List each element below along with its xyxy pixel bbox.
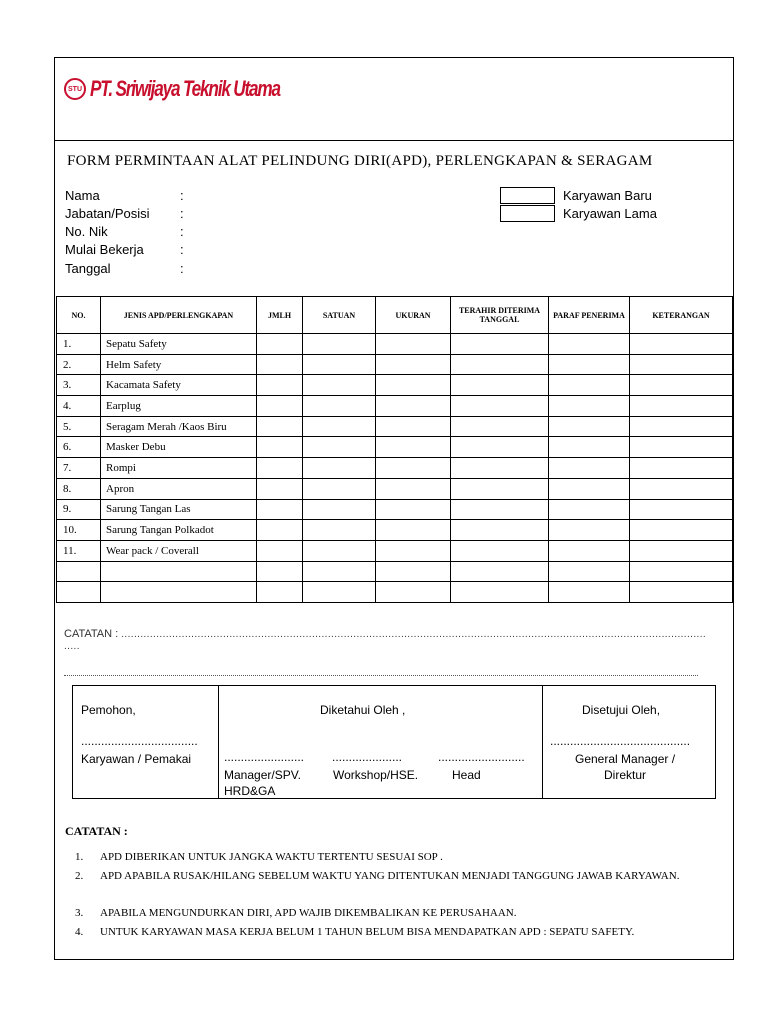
gm-role: General Manager /: [575, 752, 676, 766]
direktur-role: Direktur: [604, 768, 647, 782]
field-label-mulai-bekerja: Mulai Bekerja: [65, 242, 144, 257]
cell-jenis: Sarung Tangan Polkadot: [101, 520, 257, 541]
table-row: [57, 354, 733, 375]
cell-no: 7.: [57, 458, 101, 479]
cell-keterangan[interactable]: [630, 416, 733, 437]
col-header-jenis: JENIS APD/PERLENGKAPAN: [101, 297, 257, 334]
cell-ukuran[interactable]: [376, 561, 451, 582]
note-number: 3.: [75, 907, 84, 919]
pemohon-signature-line[interactable]: ...................................: [81, 734, 198, 748]
cell-satuan[interactable]: [303, 540, 376, 561]
cell-no: 6.: [57, 437, 101, 458]
cell-ukuran[interactable]: [376, 334, 451, 355]
cell-jenis: Earplug: [101, 396, 257, 417]
cell-jenis: Wear pack / Coverall: [101, 540, 257, 561]
table-row: [57, 520, 733, 541]
cell-jmlh[interactable]: [257, 375, 303, 396]
cell-ukuran[interactable]: [376, 396, 451, 417]
catatan-dotted-rule: [64, 675, 698, 676]
cell-ukuran[interactable]: [376, 499, 451, 520]
checkbox-karyawan-lama[interactable]: [500, 205, 555, 222]
cell-jmlh[interactable]: [257, 396, 303, 417]
cell-terahir[interactable]: [451, 561, 549, 582]
cell-terahir[interactable]: [451, 540, 549, 561]
cell-terahir[interactable]: [451, 416, 549, 437]
col-header-no: NO.: [57, 297, 101, 334]
signature-block: [72, 685, 716, 799]
field-label-nama: Nama: [65, 188, 100, 203]
checkbox-label-karyawan-baru: Karyawan Baru: [563, 188, 652, 203]
field-label-jabatan: Jabatan/Posisi: [65, 206, 150, 221]
cell-jmlh[interactable]: [257, 478, 303, 499]
cell-satuan[interactable]: [303, 334, 376, 355]
col-header-ukuran: UKURAN: [376, 297, 451, 334]
checkbox-label-karyawan-lama: Karyawan Lama: [563, 206, 657, 221]
note-number: 2.: [75, 870, 84, 882]
cell-keterangan[interactable]: [630, 458, 733, 479]
cell-satuan[interactable]: [303, 561, 376, 582]
cell-paraf[interactable]: [549, 437, 630, 458]
catatan-label: CATATAN :: [64, 628, 119, 640]
cell-satuan[interactable]: [303, 520, 376, 541]
cell-keterangan[interactable]: [630, 520, 733, 541]
cell-paraf[interactable]: [549, 458, 630, 479]
head-role: Head: [452, 768, 481, 782]
field-label-tanggal: Tanggal: [65, 261, 111, 276]
col-header-satuan: SATUAN: [303, 297, 376, 334]
cell-satuan[interactable]: [303, 458, 376, 479]
cell-ukuran[interactable]: [376, 520, 451, 541]
cell-keterangan[interactable]: [630, 396, 733, 417]
company-name: PT. Sriwijaya Teknik Utama: [90, 76, 280, 101]
notes-title: CATATAN :: [65, 824, 128, 838]
cell-ukuran[interactable]: [376, 437, 451, 458]
cell-ukuran[interactable]: [376, 582, 451, 603]
table-row: [57, 375, 733, 396]
note-number: 4.: [75, 926, 84, 938]
cell-paraf[interactable]: [549, 375, 630, 396]
note-number: 1.: [75, 851, 84, 863]
field-colon: :: [180, 242, 184, 257]
header-divider: [54, 140, 734, 141]
cell-keterangan[interactable]: [630, 499, 733, 520]
field-colon: :: [180, 224, 184, 239]
note-text: UNTUK KARYAWAN MASA KERJA BELUM 1 TAHUN BELUM BISA MENDAPATKAN APD : SEPATU SAFETY.: [100, 926, 635, 938]
cell-no: [57, 582, 101, 603]
cell-jenis: [101, 561, 257, 582]
table-row: [57, 458, 733, 479]
cell-ukuran[interactable]: [376, 416, 451, 437]
cell-no: 3.: [57, 375, 101, 396]
cell-no: 2.: [57, 354, 101, 375]
pemohon-role: Karyawan / Pemakai: [81, 752, 192, 766]
cell-jenis: Sarung Tangan Las: [101, 499, 257, 520]
table-row: [57, 582, 733, 603]
cell-jmlh[interactable]: [257, 561, 303, 582]
cell-no: 8.: [57, 478, 101, 499]
cell-satuan[interactable]: [303, 437, 376, 458]
cell-terahir[interactable]: [451, 334, 549, 355]
table-row: [57, 416, 733, 437]
cell-terahir[interactable]: [451, 354, 549, 375]
cell-jmlh[interactable]: [257, 437, 303, 458]
head-signature-line[interactable]: ..........................: [438, 750, 525, 764]
cell-keterangan[interactable]: [630, 334, 733, 355]
col-header-terahir: TERAHIR DITERIMA TANGGAL: [451, 297, 549, 334]
cell-ukuran[interactable]: [376, 540, 451, 561]
cell-paraf[interactable]: [549, 561, 630, 582]
field-colon: :: [180, 206, 184, 221]
pemohon-label: Pemohon,: [81, 703, 136, 717]
cell-no: 1.: [57, 334, 101, 355]
cell-terahir[interactable]: [451, 499, 549, 520]
manager-signature-line[interactable]: ........................: [224, 750, 305, 764]
cell-no: 9.: [57, 499, 101, 520]
cell-paraf[interactable]: [549, 416, 630, 437]
table-row: [57, 478, 733, 499]
cell-no: [57, 561, 101, 582]
cell-jmlh[interactable]: [257, 582, 303, 603]
cell-keterangan[interactable]: [630, 437, 733, 458]
note-text: APD APABILA RUSAK/HILANG SEBELUM WAKTU YANG DITENTUKAN MENJADI TANGGUNG JAWAB KARYAWAN.: [100, 870, 680, 882]
field-colon: :: [180, 261, 184, 276]
cell-terahir[interactable]: [451, 478, 549, 499]
cell-no: 5.: [57, 416, 101, 437]
manager-role-hrd: HRD&GA: [224, 784, 276, 798]
note-text: APD DIBERIKAN UNTUK JANGKA WAKTU TERTENTU SESUAI SOP .: [100, 851, 443, 863]
cell-terahir[interactable]: [451, 396, 549, 417]
cell-satuan[interactable]: [303, 375, 376, 396]
cell-paraf[interactable]: [549, 499, 630, 520]
table-header-row: [57, 297, 733, 334]
apd-table: [56, 296, 733, 603]
diketahui-label: Diketahui Oleh ,: [320, 703, 406, 717]
col-header-jmlh: JMLH: [257, 297, 303, 334]
cell-terahir[interactable]: [451, 437, 549, 458]
cell-jenis: [101, 582, 257, 603]
table-row: [57, 499, 733, 520]
cell-satuan[interactable]: [303, 416, 376, 437]
cell-keterangan[interactable]: [630, 375, 733, 396]
disetujui-signature-line[interactable]: ..........................................: [550, 734, 691, 748]
cell-jenis: Sepatu Safety: [101, 334, 257, 355]
field-colon: :: [180, 188, 184, 203]
cell-terahir[interactable]: [451, 582, 549, 603]
cell-jmlh[interactable]: [257, 499, 303, 520]
catatan-dots[interactable]: ........................................................................................................................................................................................: [121, 629, 707, 640]
table-row: [57, 561, 733, 582]
field-label-nik: No. Nik: [65, 224, 108, 239]
cell-jmlh[interactable]: [257, 334, 303, 355]
disetujui-label: Disetujui Oleh,: [582, 703, 661, 717]
form-title: FORM PERMINTAAN ALAT PELINDUNG DIRI(APD), PERLENGKAPAN & SERAGAM: [67, 153, 653, 169]
cell-jmlh[interactable]: [257, 354, 303, 375]
sig-divider: [542, 686, 543, 798]
cell-paraf[interactable]: [549, 478, 630, 499]
cell-jenis: Masker Debu: [101, 437, 257, 458]
cell-paraf[interactable]: [549, 334, 630, 355]
cell-paraf[interactable]: [549, 582, 630, 603]
cell-jenis: Kacamata Safety: [101, 375, 257, 396]
company-logo: [64, 76, 333, 102]
manager-role: Manager/SPV.: [224, 768, 301, 782]
workshop-role: Workshop/HSE.: [333, 768, 419, 782]
cell-satuan[interactable]: [303, 582, 376, 603]
cell-paraf[interactable]: [549, 540, 630, 561]
col-header-paraf: PARAF PENERIMA: [549, 297, 630, 334]
table-row: [57, 540, 733, 561]
cell-paraf[interactable]: [549, 520, 630, 541]
cell-keterangan[interactable]: [630, 354, 733, 375]
catatan-line: [64, 628, 706, 652]
cell-no: 10.: [57, 520, 101, 541]
col-header-keterangan: KETERANGAN: [630, 297, 733, 334]
catatan-dots-continued: .....: [64, 641, 80, 652]
cell-ukuran[interactable]: [376, 458, 451, 479]
cell-satuan[interactable]: [303, 354, 376, 375]
table-row: [57, 437, 733, 458]
cell-satuan[interactable]: [303, 499, 376, 520]
cell-jmlh[interactable]: [257, 458, 303, 479]
cell-ukuran[interactable]: [376, 375, 451, 396]
cell-paraf[interactable]: [549, 354, 630, 375]
cell-keterangan[interactable]: [630, 561, 733, 582]
cell-satuan[interactable]: [303, 396, 376, 417]
sig-divider: [218, 686, 219, 798]
cell-paraf[interactable]: [549, 396, 630, 417]
note-text: APABILA MENGUNDURKAN DIRI, APD WAJIB DIKEMBALIKAN KE PERUSAHAAN.: [100, 907, 517, 919]
table-row: [57, 396, 733, 417]
company-seal-icon: STU: [64, 78, 86, 100]
cell-ukuran[interactable]: [376, 354, 451, 375]
cell-jenis: Rompi: [101, 458, 257, 479]
cell-jmlh[interactable]: [257, 520, 303, 541]
cell-satuan[interactable]: [303, 478, 376, 499]
cell-no: 4.: [57, 396, 101, 417]
cell-terahir[interactable]: [451, 375, 549, 396]
cell-keterangan[interactable]: [630, 540, 733, 561]
table-row: [57, 334, 733, 355]
workshop-signature-line[interactable]: .....................: [332, 750, 403, 764]
cell-jenis: Apron: [101, 478, 257, 499]
cell-no: 11.: [57, 540, 101, 561]
cell-jenis: Seragam Merah /Kaos Biru: [101, 416, 257, 437]
cell-terahir[interactable]: [451, 458, 549, 479]
cell-keterangan[interactable]: [630, 582, 733, 603]
checkbox-karyawan-baru[interactable]: [500, 187, 555, 204]
cell-terahir[interactable]: [451, 520, 549, 541]
cell-jenis: Helm Safety: [101, 354, 257, 375]
cell-ukuran[interactable]: [376, 478, 451, 499]
cell-jmlh[interactable]: [257, 416, 303, 437]
cell-jmlh[interactable]: [257, 540, 303, 561]
cell-keterangan[interactable]: [630, 478, 733, 499]
